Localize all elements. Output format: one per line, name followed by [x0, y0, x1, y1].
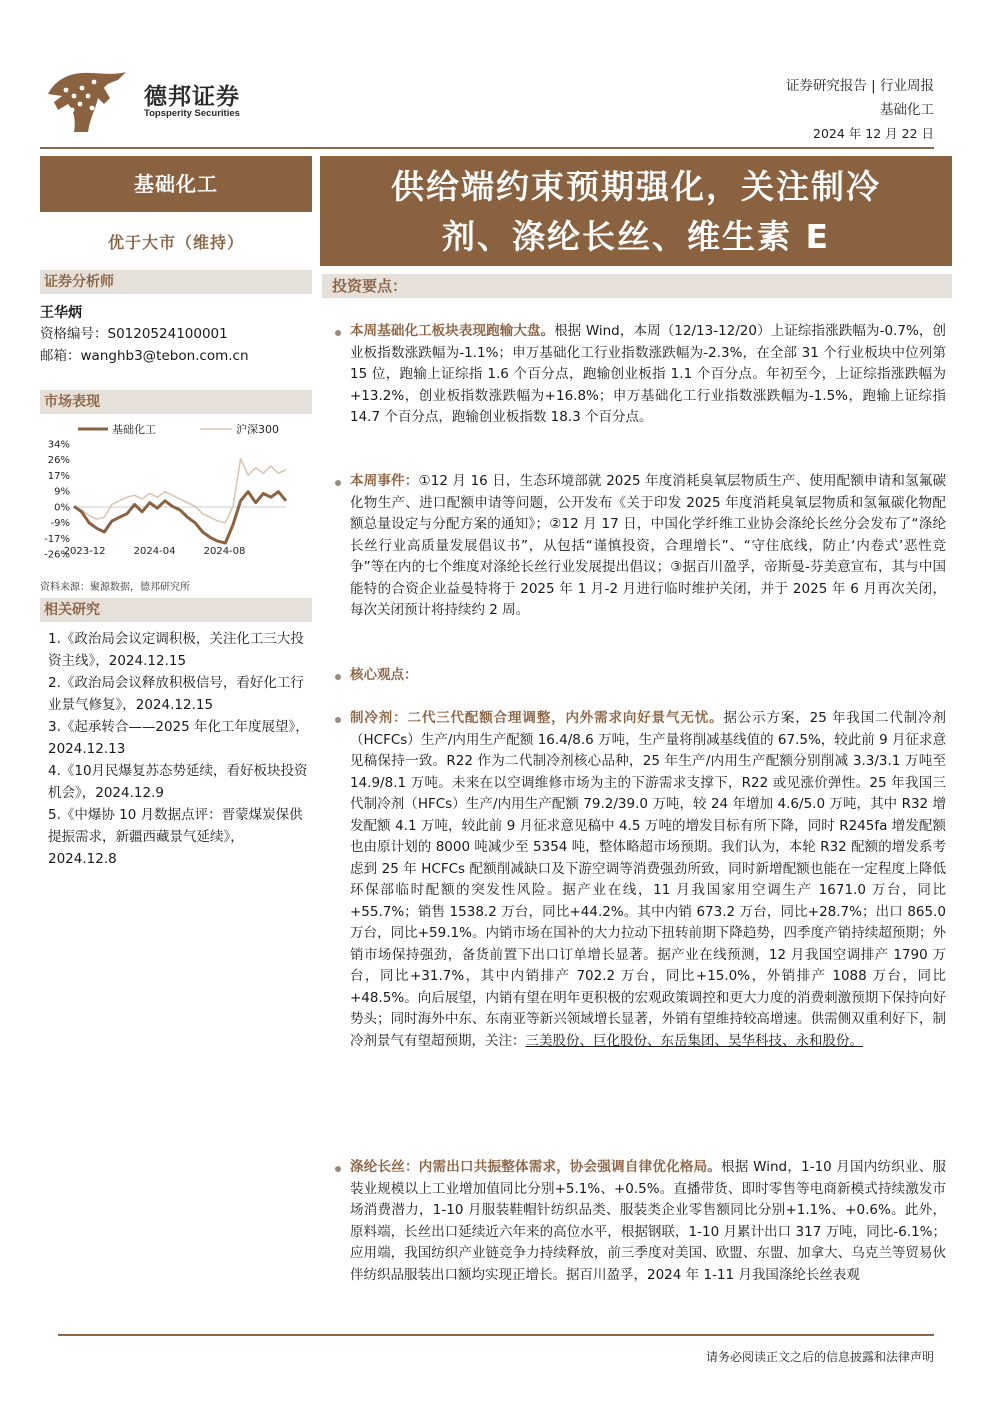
bullet-dot: [335, 330, 341, 336]
para-head: 涤纶长丝：内需出口共振整体需求，协会强调自律优化格局。: [350, 1159, 722, 1175]
y-tick-label: 17%: [47, 470, 70, 482]
paragraph-core-view: [350, 665, 946, 687]
series-line-index: [74, 459, 286, 523]
y-tick-label: -26%: [44, 549, 70, 558]
market-performance-chart: [40, 418, 312, 558]
paragraph-performance: [350, 321, 946, 429]
analyst-heading: 证券分析师: [40, 270, 312, 294]
bullet-dot: [335, 1166, 341, 1172]
sector-label: 基础化工: [40, 156, 312, 212]
related-research-list: [48, 628, 310, 870]
chart-source: 资料来源：聚源数据，德邦研究所: [40, 582, 190, 593]
topsperity-logo: [44, 68, 134, 138]
header-industry: 基础化工: [880, 102, 934, 118]
analyst-cert: 资格编号：S0120524100001: [40, 326, 228, 342]
x-tick-label: 2023-12: [63, 546, 106, 557]
bullet-dot: [335, 674, 341, 680]
y-tick-label: 34%: [47, 439, 70, 451]
y-tick-label: 26%: [47, 455, 70, 467]
related-item[interactable]: 1.《政治局会议定调积极，关注化工三大投资主线》，2024.12.15: [48, 631, 304, 669]
chart-legend: [78, 422, 279, 436]
x-tick-label: 2024-04: [133, 546, 176, 557]
company-name-en: Topsperity Securities: [144, 108, 240, 119]
analyst-email[interactable]: 邮箱：wanghb3@tebon.com.cn: [40, 348, 249, 364]
paragraph-refrigerant: [350, 708, 946, 1052]
related-item[interactable]: 3.《起承转合——2025 年化工年度展望》，2024.12.13: [48, 719, 309, 757]
y-tick-label: 0%: [54, 502, 70, 514]
para-body: 根据 Wind，1-10 月国内纺织业、服装业规模以上工业增加值同比分别+5.1%、+0.5%。直播带货、即时零售等电商新模式持续激发市场消费潜力，1-10 月服装鞋帽针纺织品类、服装类企业零售额同比分别+1.1%、+0.6%。此外，原料端，长丝出口延续近六年来的高位水平，根据钢联，1-10 月累计出口 317 万吨，同比-6.1%；应用端，我国纺织产业链竞争力持续释放，前三季度对美国、欧盟、东盟、加拿大、乌克兰等贸易伙伴纺织品服装出口额均实现正增长。据百川盈孚，2024 年 1-11 月我国涤纶长丝表观: [350, 1159, 947, 1283]
legend-label-sector: 基础化工: [112, 423, 156, 436]
y-tick-label: -17%: [44, 533, 70, 545]
company-name-cn: 德邦证券: [144, 84, 240, 110]
para-body: 根据 Wind，本周（12/13-12/20）上证综指涨跌幅为-0.7%，创业板指数涨跌幅为-1.1%；申万基础化工行业指数涨跌幅为-2.3%，在全部 31 个行业板块中位列第 15 位，跑输上证综指 1.6 个百分点，跑输创业板指 1.1 个百分点。年初至今，上证综指涨跌幅为+13.2%，创业板指数涨跌幅为+16.8%；申万基础化工行业指数涨跌幅为-1.5%，跑输上证综指 14.7 个百分点，跑输创业板指数 18.3 个百分点。: [350, 323, 946, 425]
market-heading: 市场表现: [40, 390, 312, 414]
related-item[interactable]: 2.《政治局会议释放积极信号，看好化工行业景气修复》，2024.12.15: [48, 675, 304, 713]
y-tick-label: 9%: [54, 486, 70, 498]
paragraph-polyester: [350, 1157, 946, 1286]
paragraph-events: [350, 471, 946, 622]
related-item[interactable]: 5.《中爆协 10 月数据点评：晋蒙煤炭保供提振需求，新疆西藏景气延续》，2024.12.8: [48, 807, 303, 867]
legend-label-index: 沪深300: [236, 423, 279, 436]
para-head: 本周基础化工板块表现跑输大盘。: [350, 323, 555, 339]
stock-list[interactable]: 三美股份、巨化股份、东岳集团、昊华科技、永和股份。: [525, 1032, 863, 1049]
para-head: 核心观点：: [350, 667, 418, 683]
header-divider: [40, 147, 934, 149]
report-date: 2024 年 12 月 22 日: [813, 126, 934, 141]
para-head: 本周事件：: [350, 473, 419, 489]
x-tick-label: 2024-08: [203, 546, 246, 557]
bullet-dot: [335, 717, 341, 723]
footer-divider: [58, 1334, 934, 1336]
title-line-2: 剂、涤纶长丝、维生素 E: [441, 217, 831, 256]
para-head: 制冷剂：二代三代配额合理调整，内外需求向好景气无忧。: [350, 710, 724, 726]
para-body: 据公示方案，25 年我国二代制冷剂（HCFCs）生产/内用生产配额 16.4/8.6 万吨，生产量将削减基线值的 67.5%，较此前 9 月征求意见稿保持一致。R22 作为二代制冷剂核心品种，25 年生产/内用生产配额分别削减 3.3/3.1 万吨至 14.9/8.1 万吨。未来在以空调维修市场为主的下游需求支撑下，R22 或见涨价弹性。25 年我国三代制冷剂（HFCs）生产/内用生产配额 79.2/39.0 万吨，较 24 年增加 4.6/5.0 万吨，其中 R32 增发配额 4.1 万吨，较此前 9 月征求意见稿中 4.5 万吨的增发目标有所下降，同时 R245fa 增发配额也由原计划的 8000 吨减少至 5354 吨，整体略超市场预期。我们认为，本轮 R32 配额的增发系考虑到 25 年 HCFCs 配额削减缺口及下游空调等消费强劲所致，同时新增配额也能在一定程度上降低环保部临时配额的突发性风险。据产业在线，11 月我国家用空调生产 1671.0 万台，同比+55.7%；销售 1538.2 万台，同比+44.2%。其中内销 673.2 万台，同比+28.7%；出口 865.0 万台，同比+59.1%。内销市场在国补的大力拉动下扭转前期下降趋势，四季度产销持续超预期；外销市场保持强劲，备货前置下出口订单增长显著。据产业在线预测，12 月我国空调排产 1790 万台，同比+31.7%，其中内销排产 702.2 万台，同比+15.0%，外销排产 1088 万台，同比+48.5%。向后展望，内销有望在明年更积极的宏观政策调控和更大力度的消费刺激预期下保持向好势头；同时海外中东、东南亚等新兴领域增长显著，外销有望维持较高增速。供需侧双重利好下，制冷剂景气有望超预期，关注：: [350, 710, 946, 1049]
title-line-1: 供给端约束预期强化，关注制冷: [391, 167, 881, 206]
related-item[interactable]: 4.《10月民爆复苏态势延续，看好板块投资机会》，2024.12.9: [48, 763, 308, 801]
para-body: ①12 月 16 日，生态环境部就 2025 年度消耗臭氧层物质生产、使用配额申请和氢氟碳化物生产、进口配额申请等问题，公开发布《关于印发 2025 年度消耗臭氧层物质和氢氟碳化物配额总量设定与分配方案的通知》；②12 月 17 日，中国化学纤维工业协会涤纶长丝分会发布了“涤纶长丝行业高质量发展倡议书”，从包括“谨慎投资，合理增长”、“守住底线，防止‘内卷式’恶性竞争”等在内的七个维度对涤纶长丝行业发展提出倡议；③据百川盈孚，帝斯曼-芬美意宣布，其与中国能特的合资企业益曼特将于 2025 年 1 月-2 月进行临时维护关闭，并于 2025 年 6 月再次关闭，每次关闭预计将持续约 2 周。: [350, 473, 947, 618]
related-heading: 相关研究: [40, 598, 312, 622]
footer-disclaimer: 请务必阅读正文之后的信息披露和法律声明: [705, 1350, 934, 1364]
analyst-name: 王华炳: [40, 305, 82, 321]
report-title: [320, 156, 952, 266]
report-type: 证券研究报告 | 行业周报: [785, 78, 934, 94]
section-heading: 投资要点：: [322, 274, 952, 298]
rating-label: 优于大市（维持）: [107, 233, 244, 252]
bullet-dot: [335, 480, 341, 486]
y-tick-label: -9%: [50, 518, 70, 530]
